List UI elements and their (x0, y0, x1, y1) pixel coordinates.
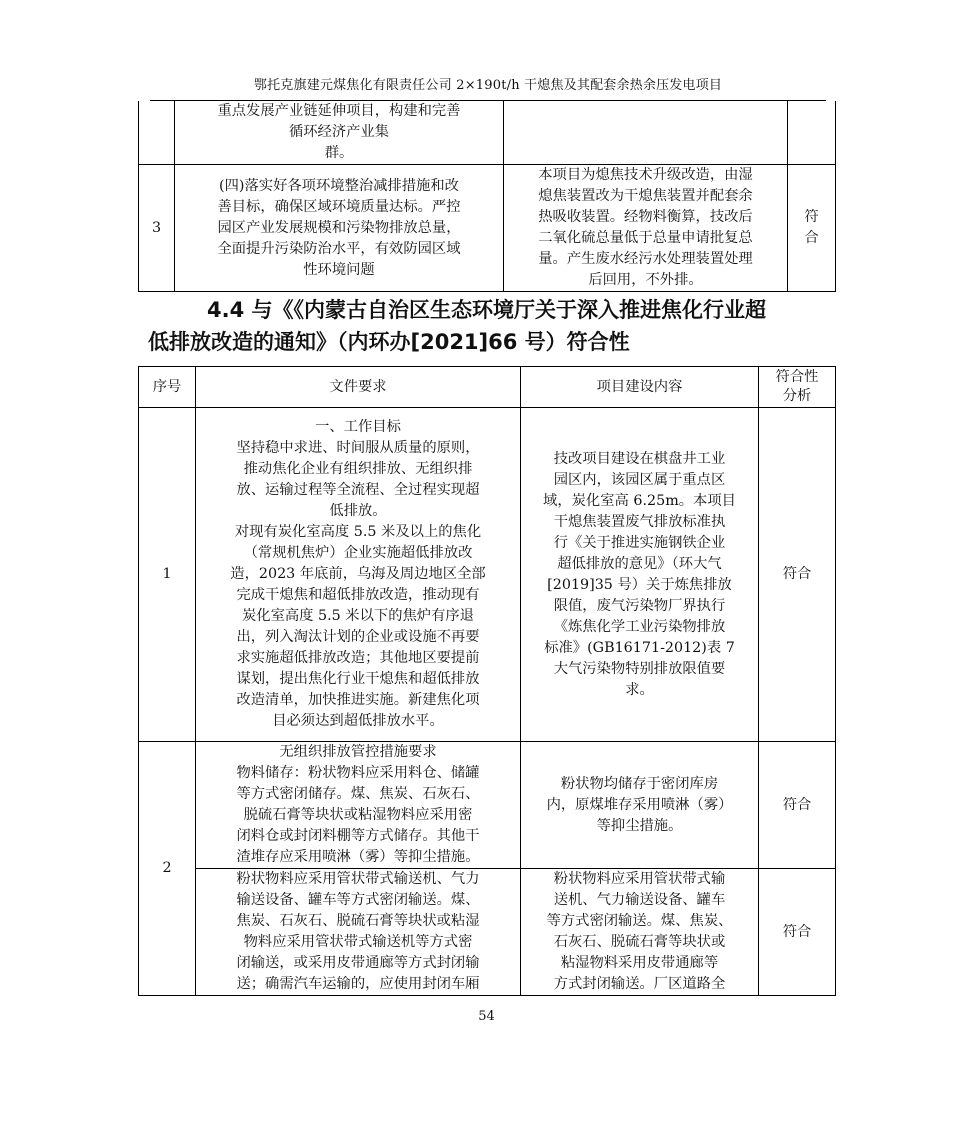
document-header: 鄂托克旗建元煤焦化有限责任公司 2×190t/h 干熄焦及其配套余热余压发电项目 (253, 78, 723, 93)
text-line: 二氧化硫总量低于总量申请批复总 (538, 230, 753, 246)
text-line: 完成干熄焦和超低排放改造，推动现有 (236, 587, 480, 603)
text-line: 等抑尘措施。 (596, 817, 683, 834)
text-line: 等方式密闭输送。煤、焦炭、 (546, 913, 733, 929)
text-line: 园区内，该园区属于重点区 (553, 471, 726, 488)
text-line: 技改项目建设在棋盘井工业 (553, 450, 726, 467)
text-line: 低排放。 (329, 503, 387, 519)
text-line: 无组织排放管控措施要求 (279, 744, 437, 760)
text-line: 放、运输过程等全流程、全过程实现超 (236, 482, 480, 498)
text-line: 粉状物料应采用管状带式输 (553, 871, 726, 887)
content-cell (521, 869, 759, 996)
text-line: 输送设备、罐车等方式密闭输送。煤、 (236, 892, 480, 908)
text-line: 熄焦装置改为干熄焦装置并配套余 (538, 188, 753, 204)
text-line: 石灰石、脱硫石膏等块状或 (553, 934, 726, 950)
text-line: 善目标，确保区域环境质量达标。严控 (217, 198, 461, 215)
text-line: 求实施超低排放改造；其他地区要提前 (236, 650, 480, 666)
text-line: 大气污染物特别排放限值要 (553, 660, 726, 677)
table-row (139, 408, 836, 742)
table-row (139, 869, 836, 996)
section-title: 4.4 与《《内蒙古自治区生态环境厅关于深入推进焦化行业超 (206, 298, 766, 322)
text-line: 谋划，提出焦化行业干熄焦和超低排放 (236, 671, 480, 687)
text-line: 炭化室高度 5.5 米以下的焦炉有序退 (242, 608, 474, 624)
column-header-number: 序号 (139, 367, 196, 408)
text-line: (四)落实好各项环境整治减排措施和改 (219, 177, 459, 194)
result-cell: 符合 (759, 408, 836, 742)
text-line: 物料应采用管状带式输送机等方式密 (243, 934, 473, 950)
text-line: 分析 (782, 388, 812, 404)
column-header-content: 项目建设内容 (521, 367, 759, 408)
requirement-cell (196, 869, 521, 996)
text-line: 造，2023 年底前，乌海及周边地区全部 (230, 566, 486, 582)
text-line: 粘湿物料采用皮带通廊等 (560, 955, 719, 971)
content-cell (521, 408, 759, 742)
text-line: 送；确需汽车运输的，应使用封闭车厢 (236, 976, 480, 992)
text-line: 目必须达到超低排放水平。 (272, 713, 444, 729)
text-line: 方式封闭输送。厂区道路全 (553, 976, 726, 992)
text-line: 标准》(GB16171-2012)表 7 (544, 639, 735, 656)
row-number-cell: 2 (139, 742, 196, 996)
column-header-result (759, 367, 836, 408)
text-line: 符合性 (775, 369, 819, 385)
text-line: 行《关于推进实施钢铁企业 (553, 534, 726, 551)
result-cell (788, 101, 836, 165)
content-cell (504, 101, 788, 165)
text-line: 出，列入淘汰计划的企业或设施不再要 (236, 629, 480, 645)
text-line: 坚持稳中求进、时间服从质量的原则， (236, 440, 480, 456)
text-line: 物料储存：粉状物料应采用料仓、储罐 (236, 765, 480, 781)
text-line: 对现有炭化室高度 5.5 米及以上的焦化 (234, 524, 482, 540)
text-line: 内，原煤堆存采用喷淋（雾） (546, 796, 733, 813)
text-line: 闭料仓或封闭料棚等方式储存。其他干 (236, 828, 480, 844)
requirement-cell (175, 165, 504, 292)
text-line: 闭输送，或采用皮带通廊等方式封闭输 (236, 955, 480, 971)
text-line: 后回用，不外排。 (588, 272, 703, 288)
row-number-cell: 3 (139, 165, 175, 292)
page-number: 54 (478, 1009, 495, 1024)
requirement-cell (196, 742, 521, 869)
text-line: [2019]35 号）关于炼焦排放 (547, 576, 732, 593)
requirement-cell (196, 408, 521, 742)
text-line: 循环经济产业集 (288, 124, 390, 140)
column-header-requirement: 文件要求 (196, 367, 521, 408)
result-cell: 符合 (759, 869, 836, 996)
continuation-table (138, 101, 836, 292)
row-number-cell: 1 (139, 408, 196, 742)
section-title-continued: 低排放改造的通知》（内环办[2021]66 号）符合性 (148, 330, 630, 354)
text-line: 一、工作目标 (315, 419, 401, 435)
text-line: 粉状物均储存于密闭库房 (560, 775, 719, 792)
text-line: 粉状物料应采用管状带式输送机、气力 (236, 871, 480, 887)
text-line: 本项目为熄焦技术升级改造，由湿 (538, 167, 753, 183)
text-line: 符 (804, 209, 819, 225)
content-cell (521, 742, 759, 869)
text-line: 改造清单，加快推进实施。新建焦化项 (236, 692, 480, 708)
text-line: 焦炭、石灰石、脱硫石膏等块状或粘湿 (236, 913, 480, 929)
text-line: 园区产业发展规模和污染物排放总量， (217, 219, 461, 236)
text-line: 合 (804, 230, 819, 246)
text-line: 《炼焦化学工业污染物排放 (553, 618, 726, 635)
text-line: 求。 (625, 681, 654, 698)
result-cell: 符合 (759, 742, 836, 869)
text-line: 限值，废气污染物厂界执行 (553, 597, 726, 614)
content-cell (504, 165, 788, 292)
table-row (139, 101, 836, 165)
requirement-cell (175, 101, 504, 165)
row-number-cell (139, 101, 175, 165)
text-line: 等方式密闭储存。煤、焦炭、石灰石、 (236, 786, 480, 802)
table-header-row (139, 367, 836, 408)
table-row (139, 165, 836, 292)
text-line: 送机、气力输送设备、罐车 (553, 892, 726, 908)
text-line: 干熄焦装置废气排放标准执 (553, 513, 726, 530)
text-line: 域，炭化室高 6.25m。本项目 (543, 492, 736, 509)
result-cell (788, 165, 836, 292)
compliance-table (138, 366, 836, 996)
text-line: 全面提升污染防治水平，有效防园区域 (217, 240, 461, 257)
text-line: 推动焦化企业有组织排放、无组织排 (243, 461, 473, 477)
text-line: 脱硫石膏等块状或粘湿物料应采用密 (243, 807, 473, 823)
text-line: 量。产生废水经污水处理装置处理 (538, 251, 753, 267)
text-line: 渣堆存应采用喷淋（雾）等抑尘措施。 (236, 849, 480, 865)
text-line: 重点发展产业链延伸项目，构建和完善 (217, 103, 461, 119)
table-row (139, 742, 836, 869)
text-line: 性环境问题 (303, 261, 375, 278)
text-line: （常规机焦炉）企业实施超低排放改 (243, 545, 473, 561)
text-line: 热吸收装置。经物料衡算，技改后 (538, 209, 753, 225)
text-line: 超低排放的意见》（环大气 (557, 555, 722, 572)
text-line: 群。 (324, 145, 354, 161)
